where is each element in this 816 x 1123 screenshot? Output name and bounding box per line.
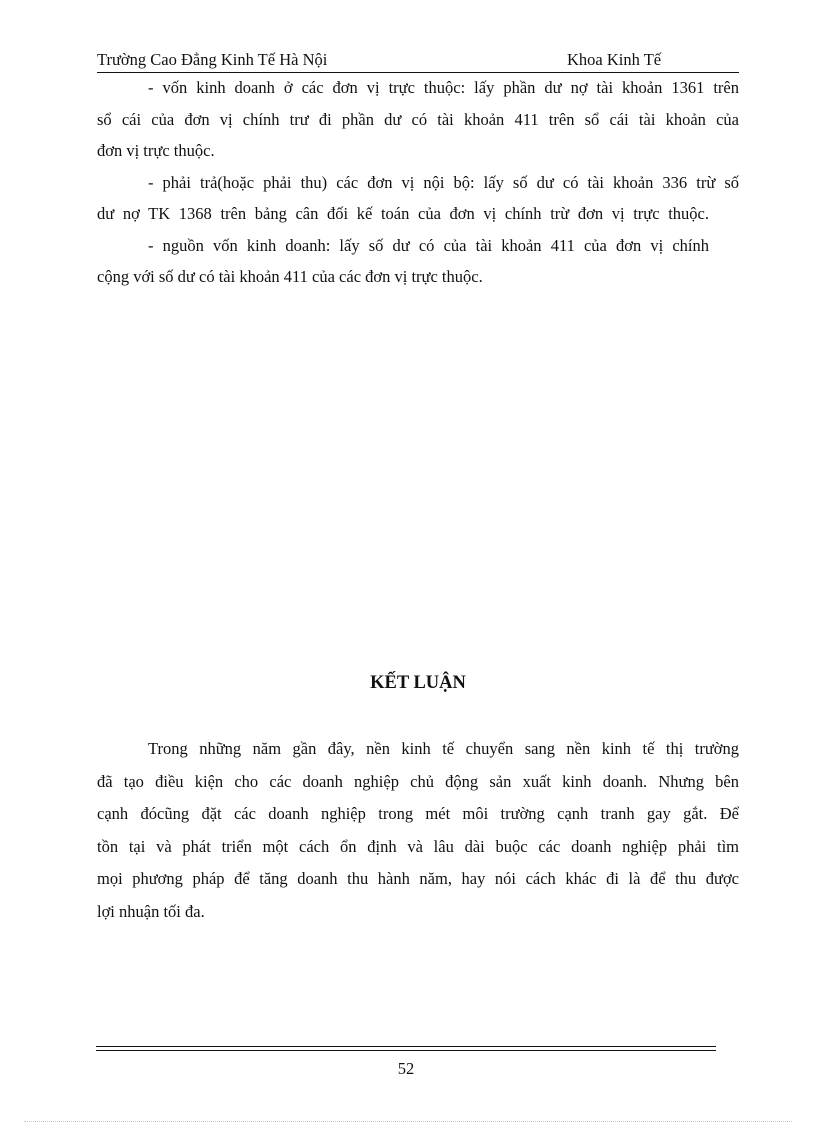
header-faculty-name: Khoa Kinh Tế bbox=[567, 50, 662, 69]
text-line: đã tạo điều kiện cho các doanh nghiệp chủ động sản xuất kinh doanh. Nhưng bên bbox=[97, 771, 739, 791]
text-line: mọi phương pháp để tăng doanh thu hành năm, hay nói cách khác đi là để thu được bbox=[97, 869, 739, 888]
page-number: 52 bbox=[397, 1059, 415, 1078]
conclusion-title: KẾT LUẬN bbox=[370, 673, 466, 693]
page-edge-divider bbox=[24, 1121, 792, 1122]
page-header bbox=[97, 48, 739, 73]
text-line: dư nợ TK 1368 trên bảng cân đối kế toán của đơn vị chính trừ đơn vị trực thuộc. bbox=[97, 204, 709, 223]
text-line: sổ cái của đơn vị chính trư đi phần dư có tài khoản 411 trên sổ cái tài khoản của bbox=[97, 109, 739, 129]
text-line: - nguồn vốn kinh doanh: lấy số dư có của tài khoản 411 của đơn vị chính bbox=[148, 235, 709, 255]
text-line: - phải trả(hoặc phải thu) các đơn vị nội bộ: lấy số dư có tài khoản 336 trừ số bbox=[148, 172, 739, 192]
text-line: cạnh đócũng đặt các doanh nghiệp trong mét môi trường cạnh tranh gay gắt. Để bbox=[97, 804, 739, 823]
text-line: lợi nhuận tối đa. bbox=[97, 901, 205, 921]
footer-divider bbox=[96, 1050, 716, 1051]
conclusion-paragraph bbox=[97, 733, 739, 928]
header-school-name: Trường Cao Đẳng Kinh Tế Hà Nội bbox=[97, 50, 328, 69]
text-line: cộng với số dư có tài khoản 411 của các đơn vị trực thuộc. bbox=[97, 267, 483, 286]
text-line: - vốn kinh doanh ở các đơn vị trực thuộc: lấy phần dư nợ tài khoản 1361 trên bbox=[148, 78, 739, 97]
footer-divider bbox=[96, 1046, 716, 1047]
text-line: Trong những năm gần đây, nền kinh tế chuyển sang nền kinh tế thị trường bbox=[148, 739, 739, 758]
text-line: đơn vị trực thuộc. bbox=[97, 141, 215, 160]
accounting-notes-section bbox=[97, 72, 739, 293]
text-line: tồn tại và phát triển một cách ổn định và lâu dài buộc các doanh nghiệp phải tìm bbox=[97, 836, 739, 856]
